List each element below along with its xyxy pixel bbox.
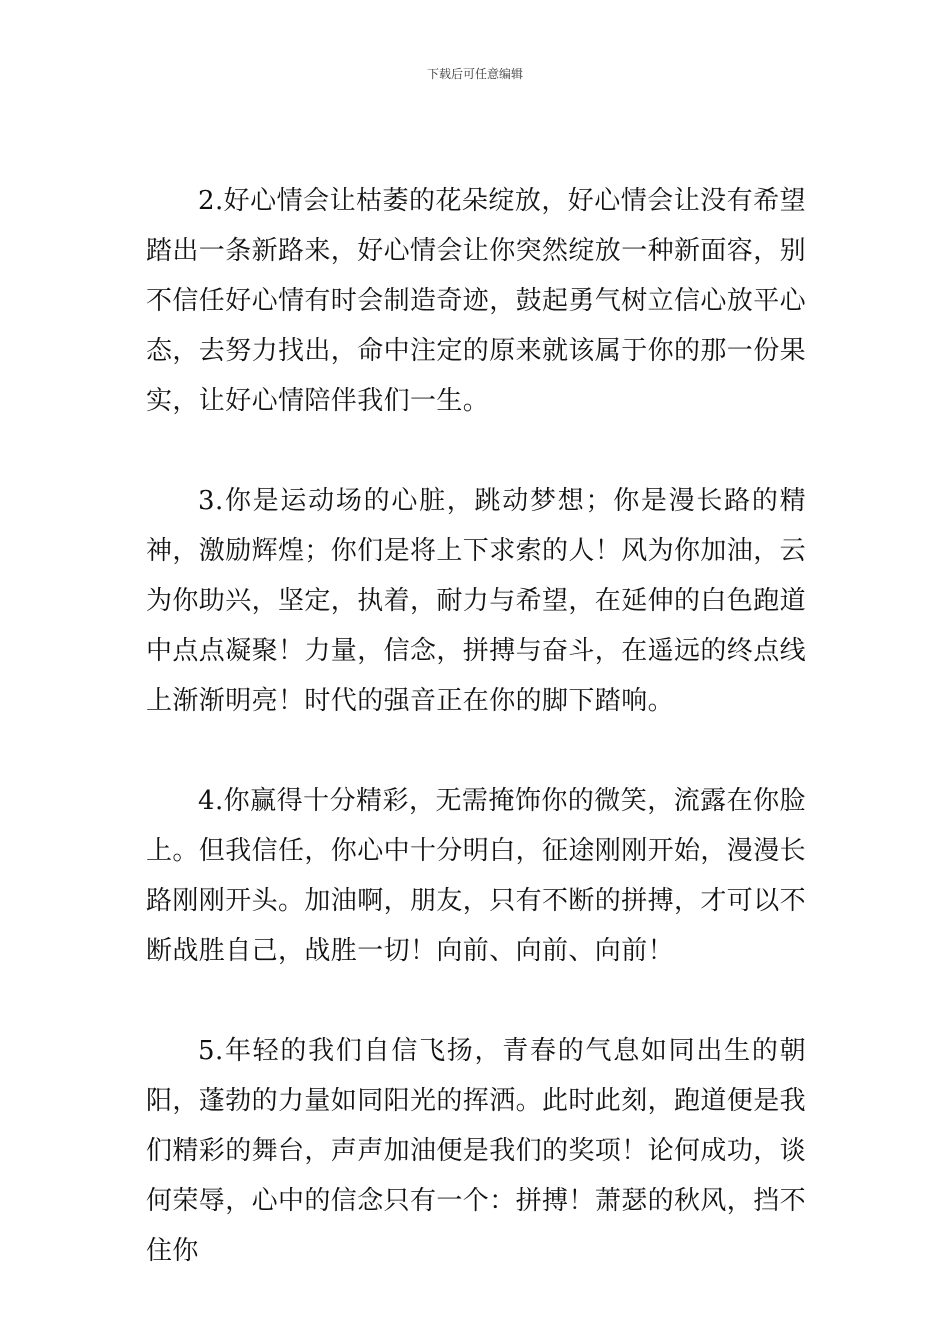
paragraph-3: 3.你是运动场的心脏，跳动梦想；你是漫长路的精神，激励辉煌；你们是将上下求索的人！风为你加油，云为你助兴，坚定，执着，耐力与希望，在延伸的白色跑道中点点凝聚！力量，信念，拼搏与奋斗，在遥远的终点线上渐渐明亮！时代的强音正在你的脚下踏响。 bbox=[146, 486, 807, 716]
paragraph-5: 5.年轻的我们自信飞扬，青春的气息如同出生的朝阳，蓬勃的力量如同阳光的挥洒。此时此刻，跑道便是我们精彩的舞台，声声加油便是我们的奖项！论何成功，谈何荣辱，心中的信念只有一个：拼搏！萧瑟的秋风，挡不住你 bbox=[146, 1036, 807, 1266]
document-body bbox=[146, 176, 806, 1326]
paragraph-2: 2.好心情会让枯萎的花朵绽放，好心情会让没有希望踏出一条新路来，好心情会让你突然绽放一种新面容，别不信任好心情有时会制造奇迹，鼓起勇气树立信心放平心态，去努力找出，命中注定的原来就该属于你的那一份果实，让好心情陪伴我们一生。 bbox=[146, 186, 807, 416]
page-header: 下载后可任意编辑 bbox=[426, 67, 523, 81]
paragraph-4: 4.你赢得十分精彩，无需掩饰你的微笑，流露在你脸上。但我信任，你心中十分明白，征途刚刚开始，漫漫长路刚刚开头。加油啊，朋友，只有不断的拼搏，才可以不断战胜自己，战胜一切！向前、向前、向前！ bbox=[146, 786, 807, 966]
